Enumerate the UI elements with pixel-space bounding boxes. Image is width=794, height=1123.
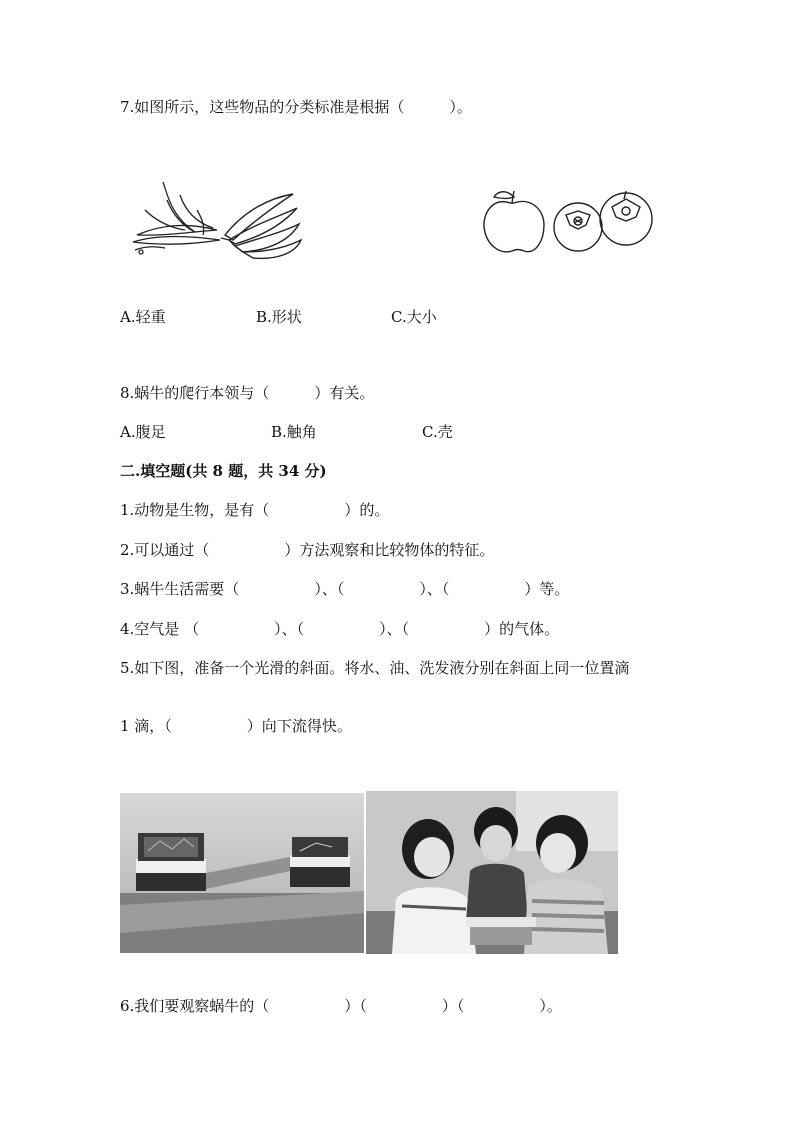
- fill-question-5-line2: 1 滴，（ ）向下流得快。: [120, 717, 352, 735]
- section-title: 二.填空题(共 8 题，共 34 分): [120, 462, 327, 480]
- chili-peppers-and-bananas-drawing: [125, 180, 305, 260]
- fill-question-4: 4.空气是 （ ）、（ ）、（ ）的气体。: [120, 620, 560, 638]
- fill-question-5-line1: 5.如下图，准备一个光滑的斜面。将水、油、洗发液分别在斜面上同一位置滴: [120, 659, 630, 677]
- q8-option-b[interactable]: B.触角: [271, 423, 317, 441]
- q7-option-c[interactable]: C.大小: [391, 308, 437, 326]
- q7-stem: 7.如图所示，这些物品的分类标准是根据（ ）。: [120, 98, 472, 116]
- q8-stem: 8.蜗牛的爬行本领与（ ）有关。: [120, 384, 375, 402]
- fill-question-6: 6.我们要观察蜗牛的（ ）（ ）（ ）。: [120, 997, 562, 1015]
- q8-option-c[interactable]: C.壳: [422, 423, 453, 441]
- fill-question-2: 2.可以通过（ ）方法观察和比较物体的特征。: [120, 541, 495, 559]
- books-on-table-photo: [120, 793, 364, 953]
- children-observing-photo: [366, 791, 618, 954]
- q7-option-b[interactable]: B.形状: [256, 308, 302, 326]
- q7-option-a[interactable]: A.轻重: [120, 308, 166, 326]
- q8-option-a[interactable]: A.腹足: [120, 423, 166, 441]
- fill-question-3: 3.蜗牛生活需要（ ）、（ ）、（ ）等。: [120, 580, 570, 598]
- fill-question-1: 1.动物是生物，是有（ ）的。: [120, 501, 390, 519]
- apple-and-persimmons-drawing: [478, 185, 663, 260]
